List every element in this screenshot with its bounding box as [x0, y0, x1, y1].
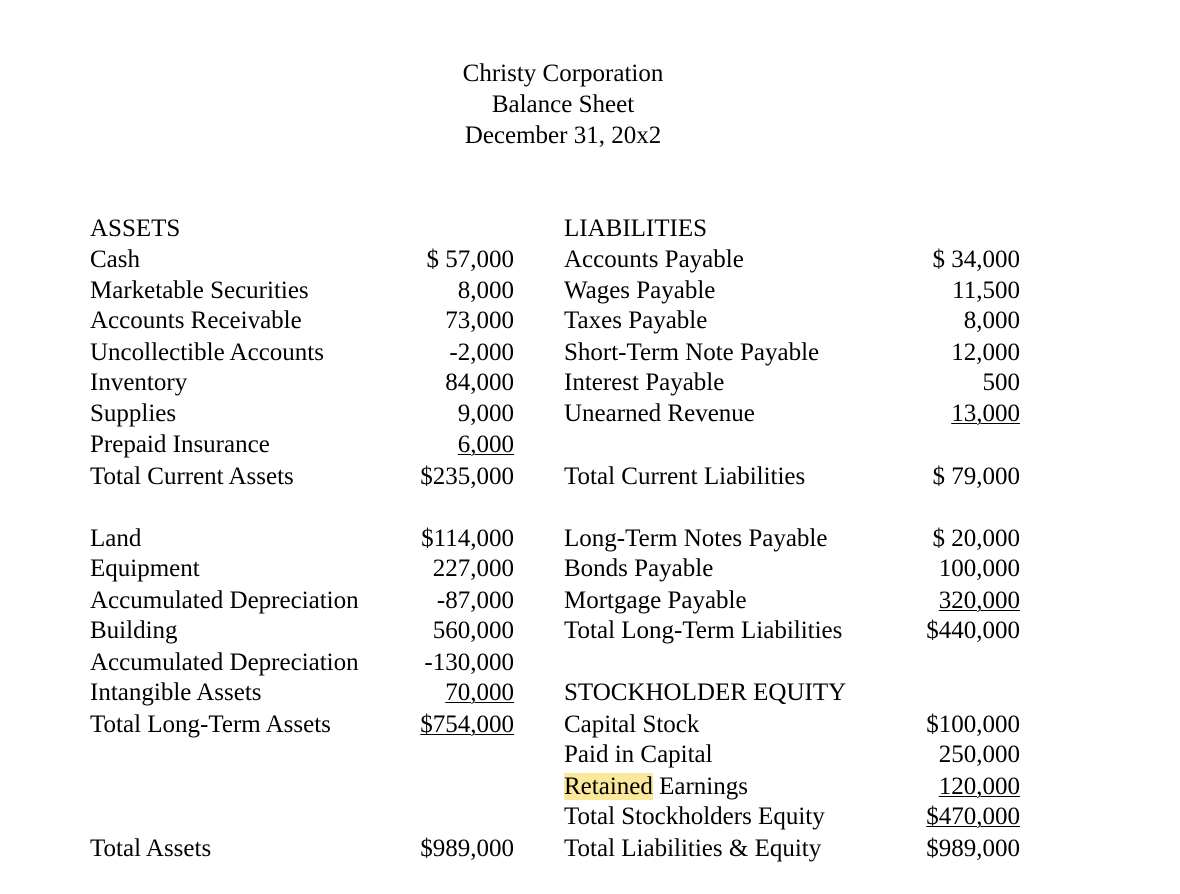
asset-value-text: 70,000: [445, 679, 514, 706]
liability-label: Unearned Revenue: [564, 400, 755, 427]
total-current-liabilities-label: Total Current Liabilities: [564, 463, 806, 490]
asset-label: Intangible Assets: [90, 679, 262, 706]
liability-value: $ 20,000: [932, 525, 1020, 552]
total-long-term-assets-text: $754,000: [420, 711, 514, 738]
total-long-term-liabilities-label: Total Long-Term Liabilities: [564, 617, 843, 644]
equity-label-rest: Earnings: [652, 773, 748, 800]
total-liabilities-equity-value: $989,000: [926, 835, 1020, 862]
asset-label: Prepaid Insurance: [90, 431, 270, 458]
asset-value: $114,000: [421, 525, 514, 552]
total-liabilities-equity-label: Total Liabilities & Equity: [564, 835, 822, 862]
asset-value: [380, 429, 514, 460]
total-current-assets-value: $235,000: [420, 463, 514, 490]
liability-label: Bonds Payable: [564, 555, 714, 582]
statement-title: Balance Sheet: [491, 91, 635, 118]
liability-value-text: 13,000: [951, 400, 1020, 427]
asset-label: Accounts Receivable: [90, 307, 302, 334]
asset-label: Accumulated Depreciation: [90, 649, 359, 676]
equity-value: $100,000: [926, 711, 1020, 738]
asset-label: Marketable Securities: [90, 277, 309, 304]
liabilities-heading: LIABILITIES: [564, 215, 708, 242]
total-stockholders-equity-text: $470,000: [926, 803, 1020, 830]
asset-value: -2,000: [449, 339, 514, 366]
asset-value-text: 6,000: [457, 431, 514, 458]
equity-value-text: 120,000: [938, 773, 1020, 800]
asset-value: 9,000: [457, 400, 514, 427]
equity-label: Capital Stock: [564, 711, 700, 738]
equity-value: [880, 771, 1020, 802]
asset-value: $ 57,000: [426, 246, 514, 273]
asset-value: 227,000: [432, 555, 514, 582]
liability-value: [880, 398, 1020, 429]
asset-label: Accumulated Depreciation: [90, 587, 359, 614]
statement-date: December 31, 20x2: [464, 122, 662, 149]
total-current-assets-label: Total Current Assets: [90, 463, 294, 490]
liability-value: [880, 585, 1020, 616]
asset-label: Supplies: [90, 400, 177, 427]
total-long-term-assets-value: [380, 709, 514, 740]
asset-label: Uncollectible Accounts: [90, 339, 324, 366]
total-current-liabilities-value: $ 79,000: [932, 463, 1020, 490]
asset-label: Cash: [90, 246, 140, 273]
liability-value: 11,500: [952, 277, 1020, 304]
asset-value: -130,000: [424, 649, 514, 676]
liability-label: Short-Term Note Payable: [564, 339, 820, 366]
asset-value: 560,000: [432, 617, 514, 644]
liability-value: 12,000: [951, 339, 1020, 366]
highlighted-word: Retained: [564, 773, 653, 800]
company-name: Christy Corporation: [462, 60, 664, 87]
asset-value: 84,000: [445, 369, 514, 396]
asset-value: 73,000: [445, 307, 514, 334]
asset-value: [380, 677, 514, 708]
total-stockholders-equity-value: [880, 801, 1020, 832]
total-assets-value: $989,000: [420, 835, 514, 862]
equity-label: [564, 771, 748, 802]
equity-label: Paid in Capital: [564, 741, 713, 768]
asset-label: Building: [90, 617, 178, 644]
asset-value: 8,000: [457, 277, 514, 304]
total-assets-label: Total Assets: [90, 835, 212, 862]
total-long-term-liabilities-value: $440,000: [926, 617, 1020, 644]
liability-label: Wages Payable: [564, 277, 716, 304]
liability-value-text: 320,000: [938, 587, 1020, 614]
liability-label: Taxes Payable: [564, 307, 708, 334]
liability-value: 500: [982, 369, 1020, 396]
liability-label: Mortgage Payable: [564, 587, 747, 614]
asset-label: Land: [90, 525, 142, 552]
total-long-term-assets-label: Total Long-Term Assets: [90, 711, 331, 738]
liability-value: 8,000: [963, 307, 1020, 334]
liability-label: Interest Payable: [564, 369, 725, 396]
asset-label: Inventory: [90, 369, 188, 396]
liability-label: Long-Term Notes Payable: [564, 525, 828, 552]
equity-heading: STOCKHOLDER EQUITY: [564, 679, 847, 706]
assets-heading: ASSETS: [90, 215, 181, 242]
liability-value: 100,000: [938, 555, 1020, 582]
equity-value: 250,000: [938, 741, 1020, 768]
total-stockholders-equity-label: Total Stockholders Equity: [564, 803, 825, 830]
asset-value: -87,000: [436, 587, 514, 614]
liability-value: $ 34,000: [932, 246, 1020, 273]
liability-label: Accounts Payable: [564, 246, 744, 273]
asset-label: Equipment: [90, 555, 200, 582]
